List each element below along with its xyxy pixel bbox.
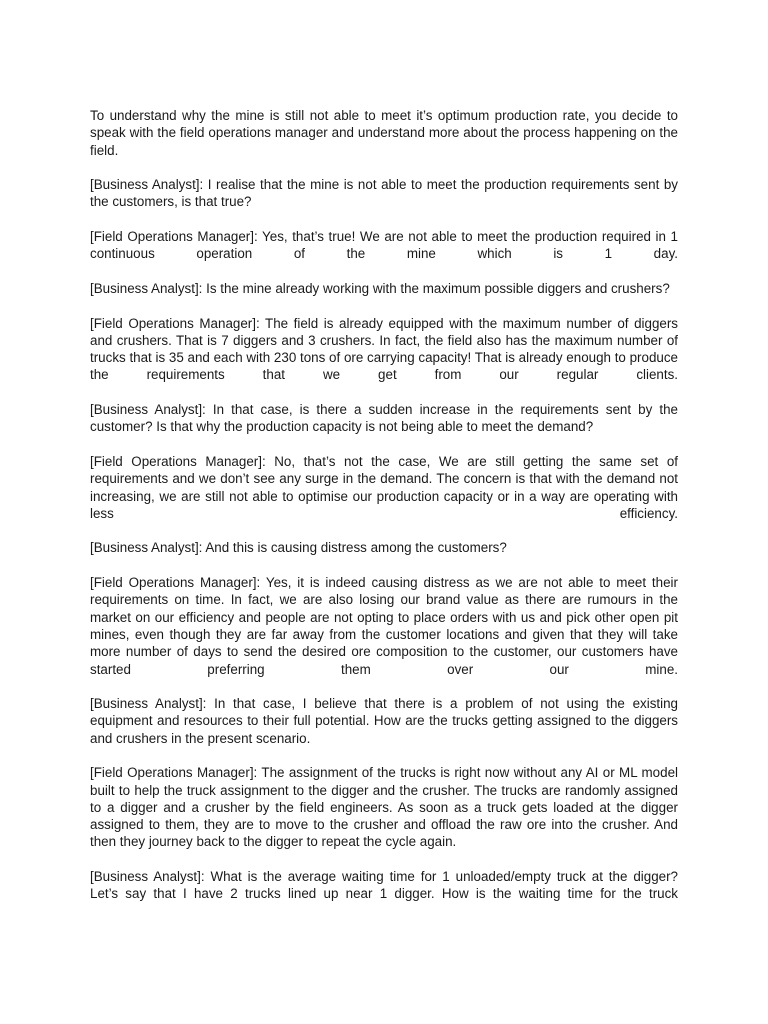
dialogue-paragraph: [Business Analyst]: In that case, I believe that there is a problem of not using the existing equipment and resources to their full potential. How are the trucks getting assigned to the diggers and crushers in the present scenario. [90,696,678,746]
dialogue-paragraph: [Business Analyst]: I realise that the mine is not able to meet the production requirements sent by the customers, is that true? [90,177,678,210]
dialogue-paragraph: [Field Operations Manager]: The assignment of the trucks is right now without any AI or ML model built to help the truck assignment to the digger and the crusher. The trucks are randomly assigned to a digger and a crusher by the field engineers. As soon as a truck gets loaded at the digger assigned to them, they are to move to the crusher and offload the raw ore into the crusher. And then they journey back to the digger to repeat the cycle again. [90,765,678,850]
dialogue-paragraph: [Field Operations Manager]: Yes, that’s true! We are not able to meet the production required in 1 continuous operation of the mine which is 1 day. [90,229,678,262]
dialogue-paragraph: [Business Analyst]: Is the mine already working with the maximum possible diggers and crushers? [90,280,670,296]
document-body [90,107,678,920]
dialogue-paragraph: [Field Operations Manager]: No, that’s not the case, We are still getting the same set of requirements and we don’t see any surge in the demand. The concern is that with the demand not increasing, we are still not able to optimise our production capacity or in a way are operating with less efficiency. [90,453,678,521]
dialogue-paragraph: [Field Operations Manager]: The field is already equipped with the maximum number of diggers and crushers. That is 7 diggers and 3 crushers. In fact, the field also has the maximum number of trucks that is 35 and each with 230 tons of ore carrying capacity! That is already enough to produce the requirements that we get from our regular clients. [90,315,678,383]
dialogue-paragraph: [Business Analyst]: In that case, is there a sudden increase in the requirements sent by the customer? Is that why the production capacity is not being able to meet the demand? [90,402,678,435]
intro-paragraph: To understand why the mine is still not able to meet it’s optimum production rate, you decide to speak with the field operations manager and understand more about the process happening on the field. [90,108,678,158]
dialogue-paragraph: [Business Analyst]: And this is causing distress among the customers? [90,540,507,556]
dialogue-paragraph: [Business Analyst]: What is the average waiting time for 1 unloaded/empty truck at the digger? Let’s say that I have 2 trucks lined up near 1 digger. How is the waiting time for the truck [90,869,678,902]
dialogue-paragraph: [Field Operations Manager]: Yes, it is indeed causing distress as we are not able to meet their requirements on time. In fact, we are also losing our brand value as there are rumours in the market on our efficiency and people are not opting to place orders with us and pick other open pit mines, even though they are far away from the customer locations and given that they will take more number of days to send the desired ore composition to the customer, our customers have started preferring them over our mine. [90,575,678,677]
